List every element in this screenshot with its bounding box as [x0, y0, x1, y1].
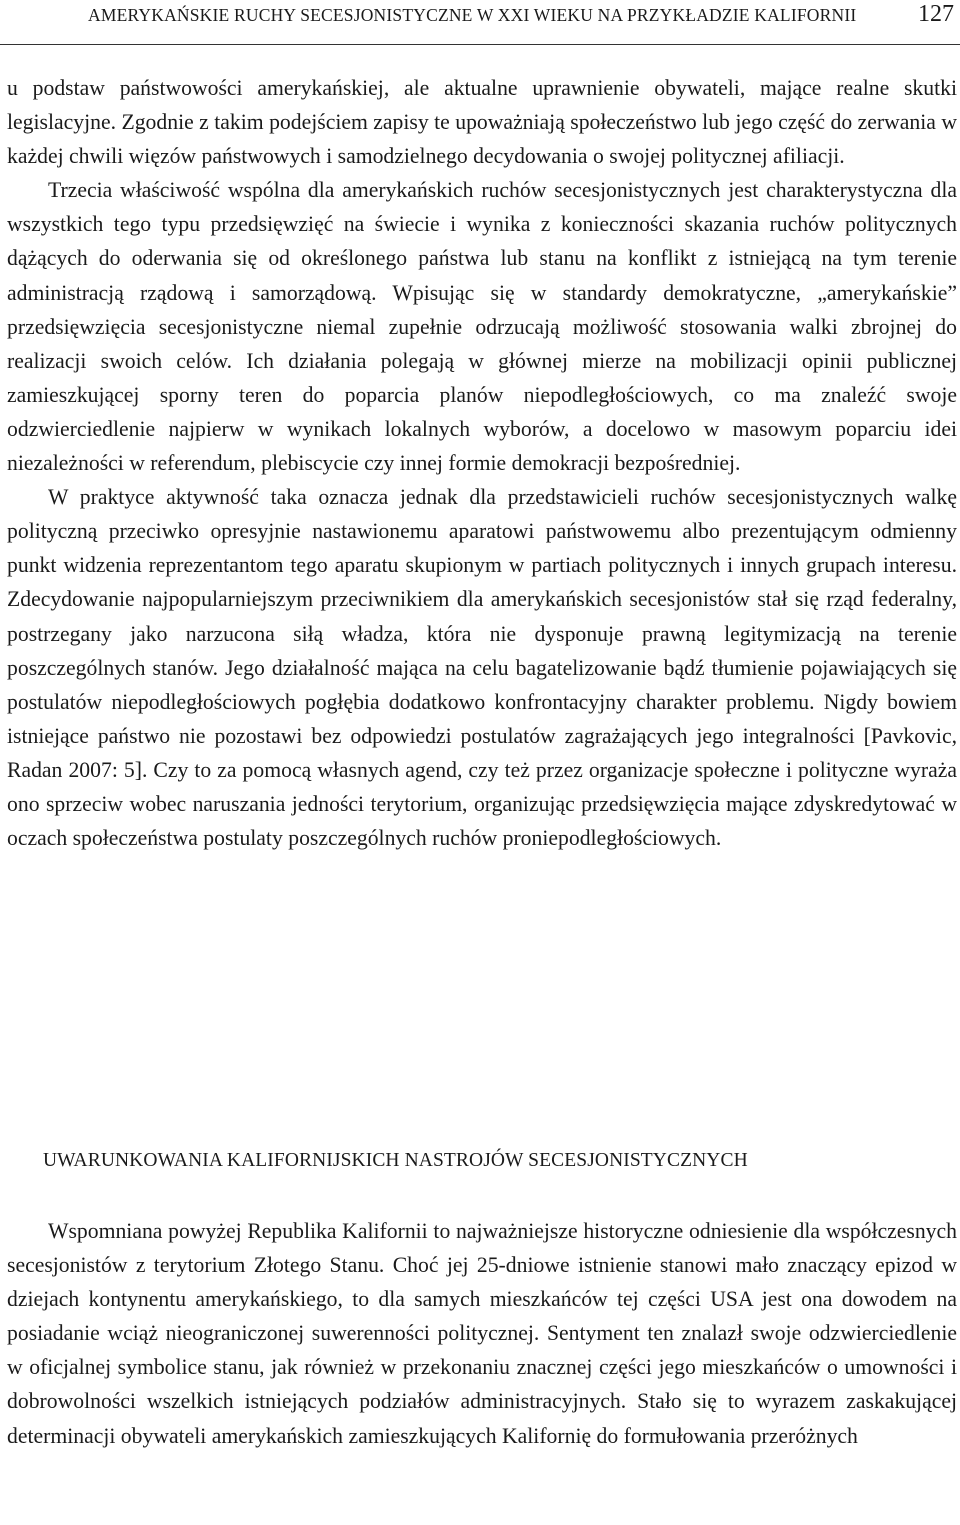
section-heading: UWARUNKOWANIA KALIFORNIJSKICH NASTROJÓW SECESJONISTYCZNYCH: [43, 1150, 748, 1171]
paragraph-continuation: u podstaw państwowości amerykańskiej, ale aktualne uprawnienie obywateli, mające realne skutki legislacyjne. Zgodnie z takim podejściem zapisy te upoważniają społeczeństwo lub jego część do zerwania w każdej chwili więzów państwowych i samodzielnego decydowania o swojej politycznej afiliacji.: [7, 76, 957, 169]
running-title: AMERYKAŃSKIE RUCHY SECESJONISTYCZNE W XXI WIEKU NA PRZYKŁADZIE KALIFORNII: [88, 5, 857, 25]
page-number: 127: [918, 1, 954, 27]
body-text: [7, 71, 957, 855]
paragraph-california-republic: Wspomniana powyżej Republika Kalifornii to najważniejsze historyczne odniesienie dla współczesnych secesjonistów z terytorium Złotego Stanu. Choć jej 25-dniowe istnienie stanowi mało znaczący epizod w dziejach kontynentu amerykańskiego, to dla samych mieszkańców tej części USA jest ona dowodem na posiadanie wciąż nieograniczonej suwerenności politycznej. Sentyment ten znalazł swoje odzwierciedlenie w oficjalnej symbolice stanu, jak również w przekonaniu znacznej części jego mieszkańców o umowności i dobrowolności wszelkich istniejących podziałów administracyjnych. Stało się to wyrazem zaskakującej determinacji obywateli amerykańskich zamieszkujących Kalifornię do formułowania przeróżnych: [7, 1219, 957, 1448]
running-header: [0, 0, 960, 45]
section-text: [7, 1214, 957, 1453]
paragraph-third-property: Trzecia właściwość wspólna dla amerykańskich ruchów secesjonistycznych jest charakterystyczna dla wszystkich tego typu przedsięwzięć na świecie i wynika z konieczności skazania ruchów politycznych dążących do oderwania się od określonego państwa lub stanu na konflikt z istniejącą na tym terenie administracją rządową i samorządową. Wpisując się w standardy demokratyczne, „amerykańskie” przedsięwzięcia secesjonistyczne niemal zupełnie odrzucają możliwość stosowania walki zbrojnej do realizacji swoich celów. Ich działania polegają w głównej mierze na mobilizacji opinii publicznej zamieszkującej sporny teren do poparcia planów niepodległościowych, co ma znaleźć swoje odzwierciedlenie najpierw w wynikach lokalnych wyborów, a docelowo w masowym poparciu idei niezależności w referendum, plebiscycie czy innej formie demokracji bezpośredniej.: [7, 178, 957, 476]
paragraph-in-practice: W praktyce aktywność taka oznacza jednak dla przedstawicieli ruchów secesjonistycznych walkę polityczną przeciwko opresyjnie nastawionemu aparatowi państwowemu albo prezentującym odmienny punkt widzenia reprezentantom tego aparatu skupionym w partiach politycznych i innych grupach interesu. Zdecydowanie najpopularniejszym przeciwnikiem dla amerykańskich secesjonistów stał się rząd federalny, postrzegany jako narzucona siłą władza, która nie dysponuje prawną legitymizacją na terenie poszczególnych stanów. Jego działalność mająca na celu bagatelizowanie bądź tłumienie pojawiających się postulatów niepodległościowych pogłębia dodatkowo konfrontacyjny charakter problemu. Nigdy bowiem istniejące państwo nie pozostawi bez odpowiedzi postulatów zagrażających jego integralności [Pavkovic, Radan 2007: 5]. Czy to za pomocą własnych agend, czy też przez organizacje społeczne i polityczne wyraża ono sprzeciw wobec naruszania jedności terytorium, organizując przedsięwzięcia mające zdyskredytować w oczach społeczeństwa postulaty poszczególnych ruchów proniepodległościowych.: [7, 485, 957, 851]
